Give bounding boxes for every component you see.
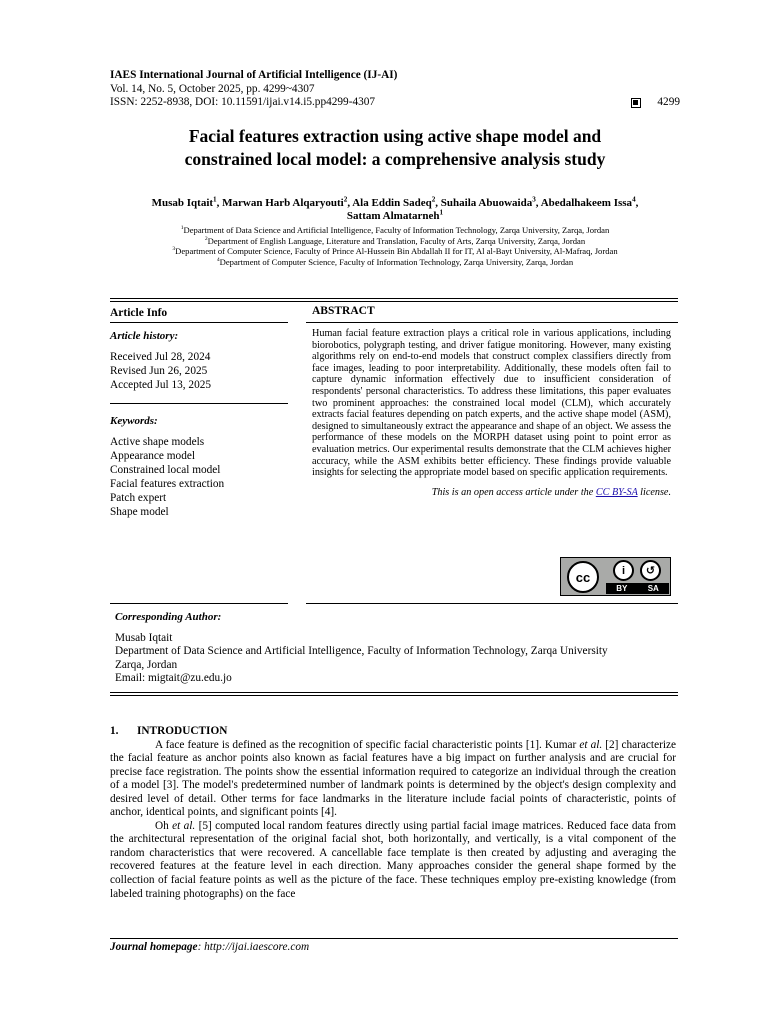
cc-icon: cc <box>567 561 599 593</box>
introduction-section <box>110 725 676 901</box>
affiliation: $^1$Department of Data Science and Artificial Intelligence, Faculty of Information Technology, Zarqa University, Zarqa, Jordan <box>180 225 610 235</box>
keyword: Appearance model <box>110 450 195 462</box>
homepage-url[interactable]: http://ijai.iaescore.com <box>204 941 310 953</box>
info-rule-1 <box>110 322 288 323</box>
cc-by-sa-badge[interactable] <box>560 557 671 596</box>
bottom-rule-1 <box>110 692 678 693</box>
attribution-icon: i <box>613 560 634 581</box>
title-line-1: Facial features extraction using active shape model and <box>188 126 602 146</box>
badge-label-strip <box>606 583 669 594</box>
top-rule-1 <box>110 298 678 299</box>
abstract-heading: ABSTRACT <box>312 305 375 317</box>
page-box-icon <box>631 98 641 108</box>
abstract-bottom-rule <box>306 603 678 604</box>
keyword: Facial features extraction <box>110 478 225 490</box>
received-date: Received Jul 28, 2024 <box>110 351 211 363</box>
abstract-rule <box>306 322 678 323</box>
abstract-body <box>312 328 671 498</box>
affiliation: $^3$Department of Computer Science, Faculty of Prince Al-Hussein Bin Abdallah II for IT, Al al-Bayt University, Al-Mafraq, Jordan <box>172 246 618 257</box>
author: Musab Iqtait$^1$, <box>151 195 223 209</box>
corresponding-email: Email: migtait@zu.edu.jo <box>115 672 232 685</box>
author: Suhaila Abuowaida$^3$, <box>440 195 541 209</box>
accepted-date: Accepted Jul 13, 2025 <box>110 379 212 391</box>
paper-title <box>110 125 680 171</box>
abstract-heading-block <box>312 306 671 318</box>
homepage-label: Journal homepage <box>110 941 198 953</box>
journal-name: IAES International Journal of Artificial Intelligence (IJ-AI) <box>110 69 398 81</box>
issn-row <box>110 96 680 110</box>
footer-rule <box>110 938 678 939</box>
article-history <box>110 329 288 392</box>
affiliation-list <box>110 225 680 267</box>
keyword: Shape model <box>110 506 169 518</box>
keywords-block <box>110 414 288 519</box>
corresponding-dept: Department of Data Science and Artificial Intelligence, Faculty of Information Technology, Zarqa University <box>115 645 608 658</box>
keyword: Active shape models <box>110 436 205 448</box>
revised-date: Revised Jun 26, 2025 <box>110 365 208 377</box>
author-list <box>110 197 680 223</box>
keyword: Constrained local model <box>110 464 221 476</box>
article-info-heading: Article Info <box>110 307 168 319</box>
author: Sattam Almatarneh$^1$ <box>346 208 444 222</box>
article-info-heading-block <box>110 306 288 320</box>
author: Ala Eddin Sadeq$^2$, <box>352 195 441 209</box>
license-statement: This is an open access article under the CC BY-SA license. <box>431 486 671 498</box>
article-history-label: Article history: <box>110 330 179 342</box>
author: Abedalhakeem Issa$^4$, <box>540 195 639 209</box>
affiliation: $^2$Department of English Language, Literature and Translation, Faculty of Arts, Zarqa University, Zarqa, Jordan <box>204 235 586 246</box>
journal-issn-doi: ISSN: 2252-8938, DOI: 10.11591/ijai.v14.i5.pp4299-4307 <box>110 96 376 108</box>
cc-by-sa-link[interactable]: CC BY-SA <box>595 486 638 498</box>
journal-header <box>110 69 680 110</box>
journal-volume: Vol. 14, No. 5, October 2025, pp. 4299~4307 <box>110 82 315 95</box>
page-number: 4299 <box>657 96 680 108</box>
page-indicator <box>631 96 680 110</box>
corresponding-author <box>115 611 680 686</box>
corresponding-author-label: Corresponding Author: <box>115 611 222 623</box>
corresponding-city: Zarqa, Jordan <box>115 658 178 671</box>
corresponding-name: Musab Iqtait <box>115 631 173 644</box>
keyword: Patch expert <box>110 492 167 504</box>
share-alike-icon: ↺ <box>640 560 661 581</box>
badge-sa-label: SA <box>647 584 659 593</box>
author: Marwan Harb Alqaryouti$^2$, <box>222 195 353 209</box>
journal-footer: Journal homepage: http://ijai.iaescore.com <box>110 941 310 953</box>
keywords-label: Keywords: <box>110 415 158 427</box>
affiliation: $^4$Department of Computer Science, Faculty of Information Technology, Zarqa University, Zarqa, Jordan <box>216 256 574 267</box>
top-rule-2 <box>110 301 678 302</box>
intro-paragraph-2: Oh et al. [5] computed local random features directly using partial facial image matrices. Reduced face data from the architectural representation of the original facial shot, both horizontally, and vertically, is a vital component of the random characteristics that were recovered. A cancellable face template is then created by adjusting and averaging the recovered features at the feature level in each direction. Many approaches consider the general shape formed by the collection of facial feature points as well as the picture of the face. These techniques employ pre-existing knowledge (from labeled training photographs) on the face <box>110 819 676 900</box>
bottom-rule-2 <box>110 695 678 696</box>
info-rule-2 <box>110 403 288 404</box>
intro-paragraph-1: A face feature is defined as the recognition of specific facial characteristic points [1]. Kumar et al. [2] characterize the facial feature as anchor points also known as facial features have a big impact on further analysis and are crucial for precise face registration. The points show the essential information required to categorize an individual through the creation of a model [3]. The model's predetermined number of landmark points is determined by the object's design complexity and desired level of detail. Other terms for face landmarks in the literature include facial points of characteristic, points of anchor, identical points, and significant points [4]. <box>110 738 677 819</box>
title-line-2: constrained local model: a comprehensive analysis study <box>184 149 606 169</box>
badge-by-label: BY <box>616 584 628 593</box>
abstract-text: Human facial feature extraction plays a critical role in various applications, including biorobotics, polygraph testing, and driver fatigue monitoring. However, many existing algorithms rely on end-to-end models that construct complex classifiers directly from face images, leading to poor interpretability. Additionally, these models often fail to capture dynamic information effectively due to insufficient consideration of respondents' personal characteristics. To address these limitations, this paper evaluates two prominent approaches: the constrained local model (CLM), which accurately extracts facial features depending on patch experts, and the active shape model (ASM), designed to simultaneously extract the appearance and shape of an object. We assess the performance of these models on the MORPH dataset using point to point error as evaluation metrics. Our experimental results demonstrate that the CLM achieves higher accuracy, while the ASM exhibits better efficiency. These findings provide valuable insights for selecting the appropriate model based on specific application requirements. <box>312 328 671 479</box>
info-rule-3 <box>110 603 288 604</box>
section-heading: 1. INTRODUCTION <box>110 725 228 737</box>
